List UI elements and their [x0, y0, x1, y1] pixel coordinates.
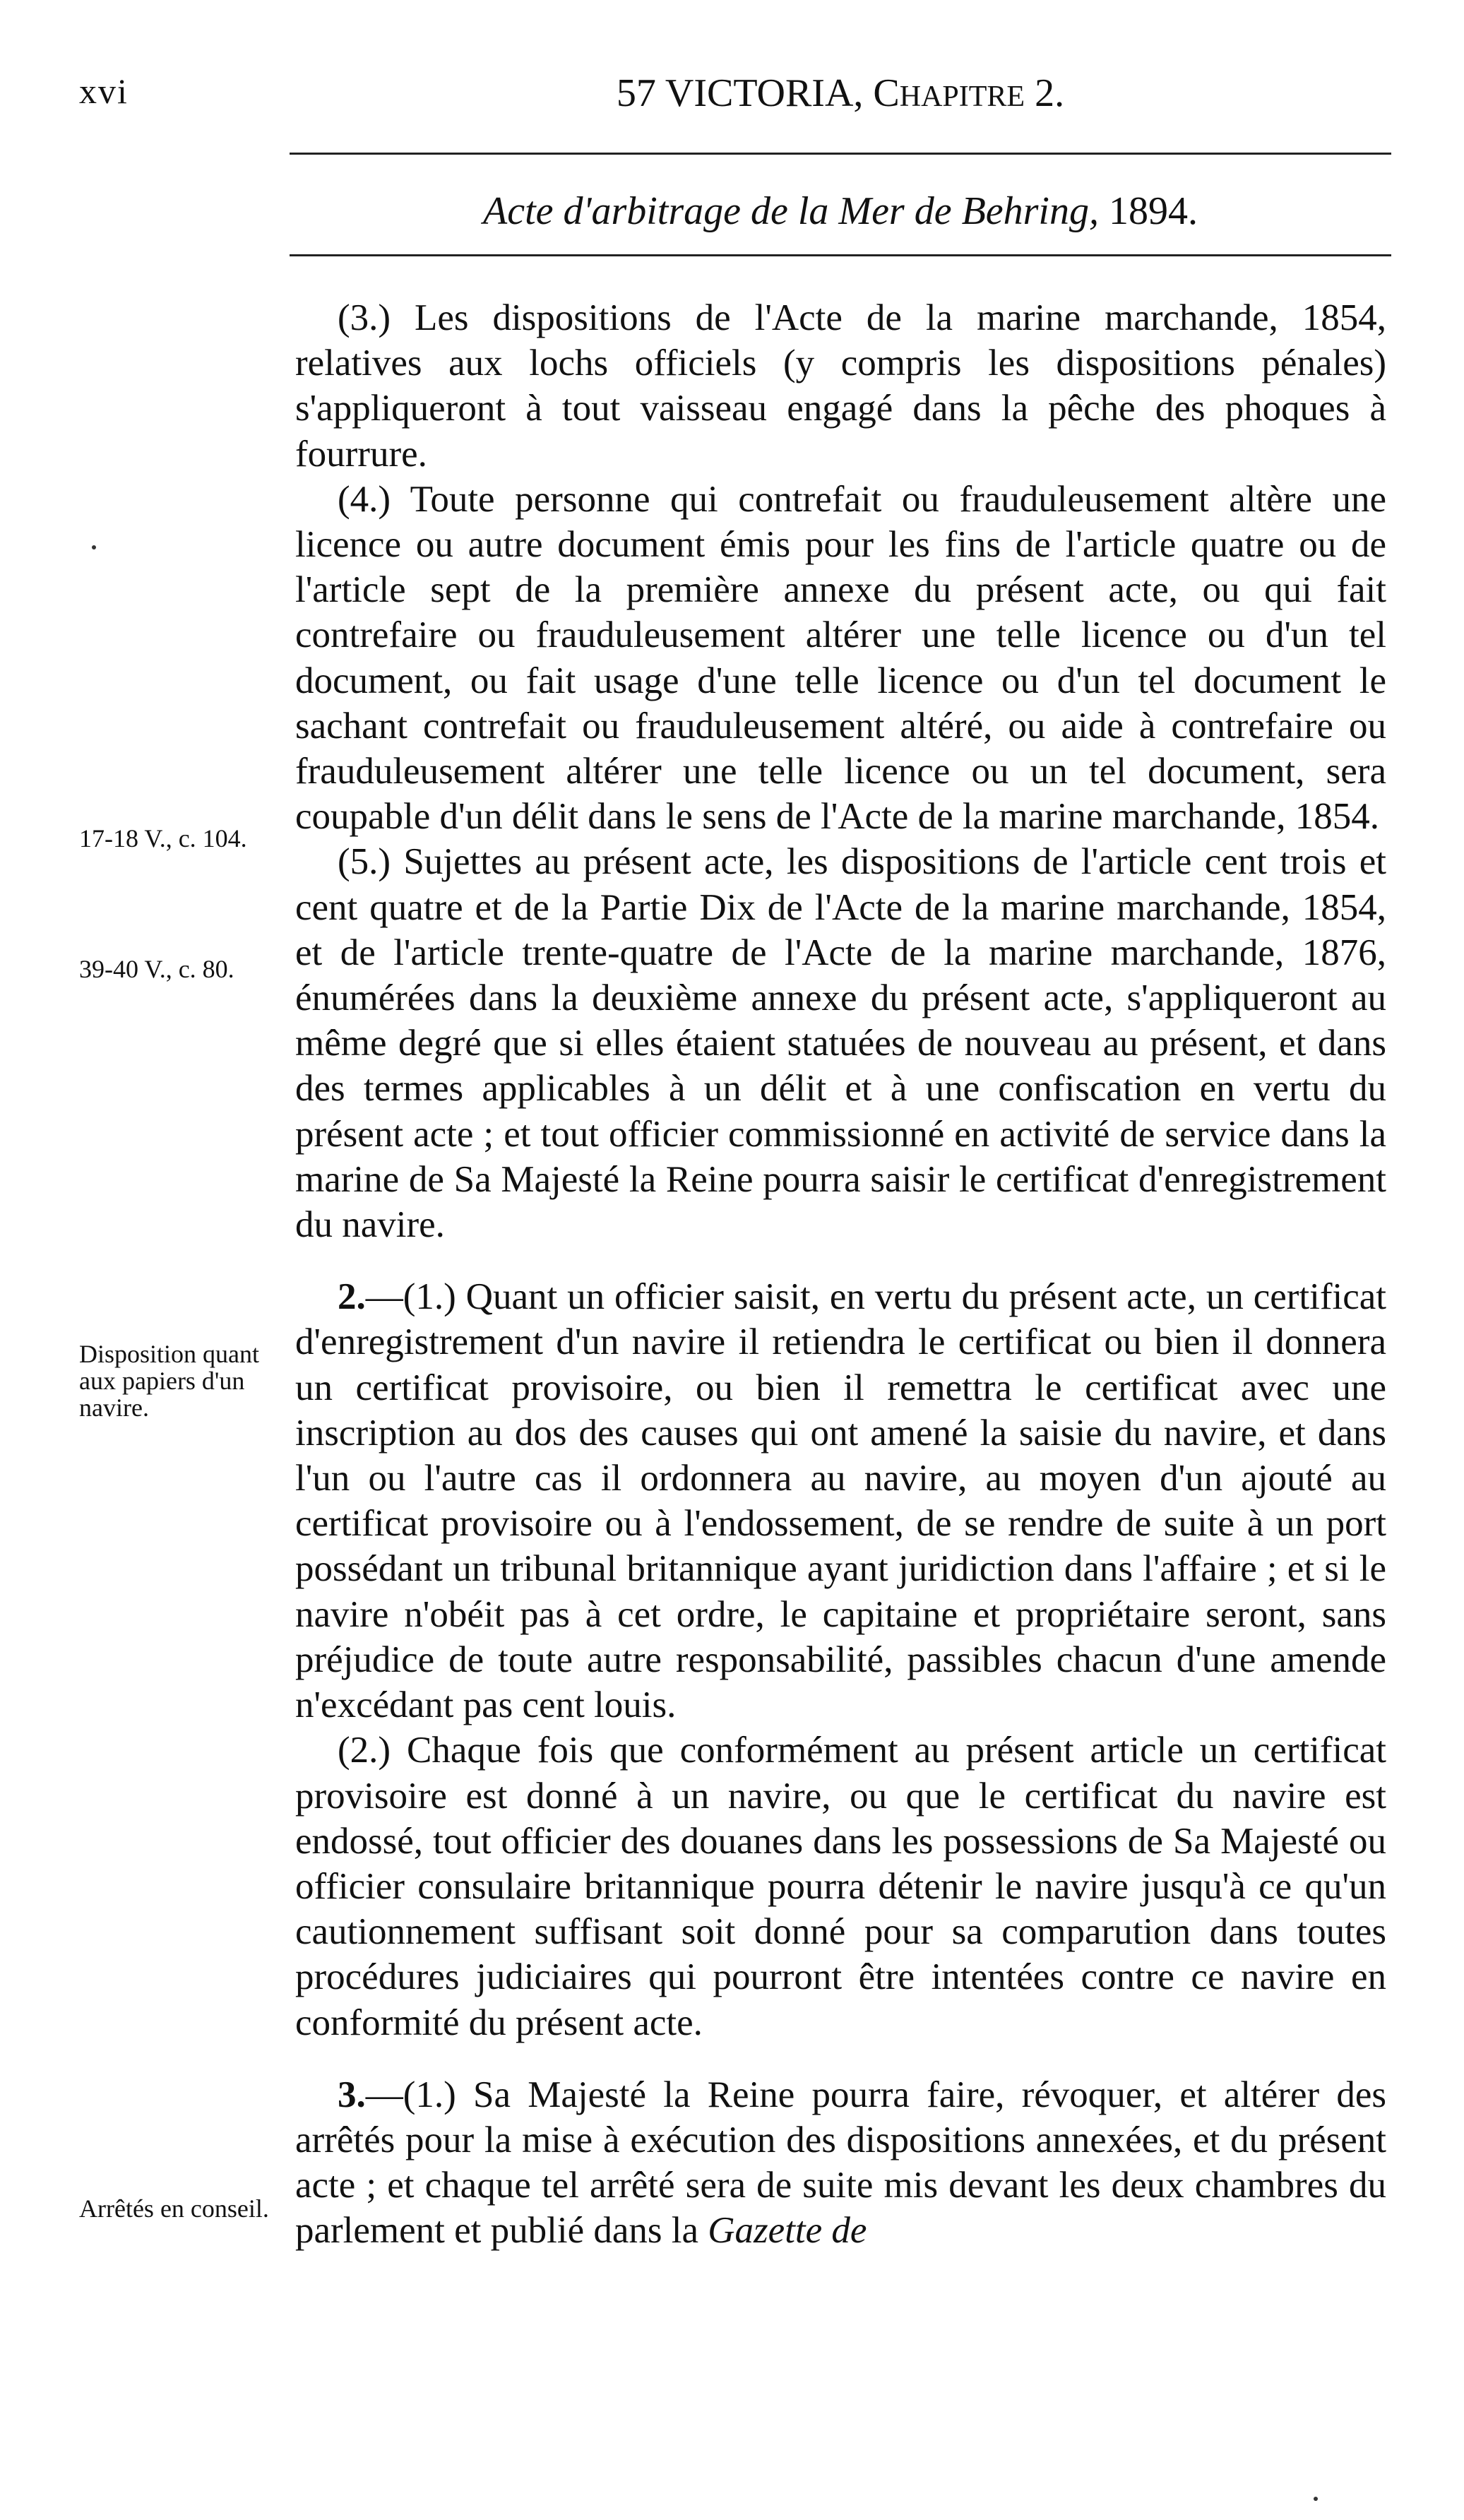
section-3-paragraph-1: [295, 2072, 1386, 2254]
section-3-text: —(1.) Sa Majesté la Reine pourra faire, révoquer, et altérer des arrêtés pour la mise à exécution des dispositions annexées, et du présent acte ; et chaque tel arrêté sera de suite mis devant les deux chambres du parlement et publié dans la: [295, 2074, 1386, 2252]
body-text: [295, 295, 1386, 2254]
section-2-number: 2.: [338, 1276, 366, 1318]
header-rule-top: [290, 153, 1391, 155]
act-subtitle: [290, 189, 1391, 234]
section-3-italic: Gazette de: [708, 2210, 867, 2252]
section-3-number: 3.: [338, 2074, 366, 2115]
paragraph-4: (4.) Toute personne qui contrefait ou frauduleusement altère une licence ou autre document émis pour les fins de l'article quatre ou de l'article sept de la première annexe du présent acte, ou qui fait contrefaire ou frauduleusement altérer une telle licence ou d'un tel document, ou fait usage d'une telle licence ou d'un tel document le sachant contrefait ou frauduleusement altéré, ou aide à contrefaire ou frauduleusement altérer une telle licence ou un tel document, sera coupable d'un délit dans le sens de l'Acte de la marine marchande, 1854.: [295, 478, 1386, 838]
header-rule-bottom: [290, 254, 1391, 256]
paragraph-5: (5.) Sujettes au présent acte, les dispositions de l'article cent trois et cent quatre et de la Partie Dix de l'Acte de la marine marchande, 1854, et de l'article trente-quatre de l'Acte de la marine marchande, 1876, énumérées dans la deuxième annexe du présent acte, s'appliqueront au même degré que si elles étaient statuées de nouveau au présent, et dans des termes applicables à un délit et à une confiscation en vertu du présent acte ; et tout officier commissionné en activité de service dans la marine de Sa Majesté la Reine pourra saisir le certificat d'enregistrement du navire.: [295, 841, 1386, 1246]
print-speck: [92, 545, 96, 549]
section-2-paragraph-1: [295, 1274, 1386, 1728]
title-end: 2.: [1025, 71, 1065, 115]
section-2-text: —(1.) Quant un officier saisit, en vertu du présent acte, un certificat d'enregistrement d'un navire il retiendra le certificat ou bien il donnera un certificat provisoire, ou bien il remettra le certificat avec une inscription au dos des causes qui ont amené la saisie du navire, et dans l'un ou l'autre cas il ordonnera au navire, au moyen d'un ajouté au certificat provisoire ou à l'endossement, de se rendre de suite à un port possédant un tribunal britannique ayant juridiction dans l'affaire ; et si le navire n'obéit pas à cet ordre, le capitaine et propriétaire seront, sans préjudice de toute autre responsabilité, passibles chacun d'une amende n'excédant pas cent louis.: [295, 1276, 1386, 1726]
title-small-caps: HAPITRE: [899, 81, 1025, 113]
running-title: [290, 71, 1391, 116]
print-speck: [1314, 2497, 1318, 2501]
margin-note-arretes: Arrêtés en conseil.: [79, 2194, 269, 2223]
margin-note-17-18: 17-18 V., c. 104.: [79, 824, 247, 852]
page-number: xvi: [79, 71, 129, 111]
subtitle-year: 1894.: [1099, 189, 1198, 233]
section-2-paragraph-2: (2.) Chaque fois que conformément au présent article un certificat provisoire est donné à un navire, ou que le certificat du navire est endossé, tout officier des douanes dans les possessions de Sa Majesté ou officier consulaire britannique pourra détenir le navire jusqu'à ce qu'un cautionnement suffisant soit donné pour sa comparution dans toutes procédures judiciaires qui pourront être intentées contre ce navire en conformité du présent acte.: [295, 1730, 1386, 2043]
margin-note-39-40: 39-40 V., c. 80.: [79, 955, 234, 983]
subtitle-italic: Acte d'arbitrage de la Mer de Behring,: [483, 189, 1099, 233]
paragraph-3: (3.) Les dispositions de l'Acte de la marine marchande, 1854, relatives aux lochs officiels (y compris les dispositions pénales) s'appliqueront à tout vaisseau engagé dans la pêche des phoques à fourrure.: [295, 297, 1386, 475]
title-main: 57 VICTORIA, C: [616, 71, 900, 115]
margin-note-papiers: Disposition quant aux papiers d'un navire.: [79, 1340, 260, 1422]
